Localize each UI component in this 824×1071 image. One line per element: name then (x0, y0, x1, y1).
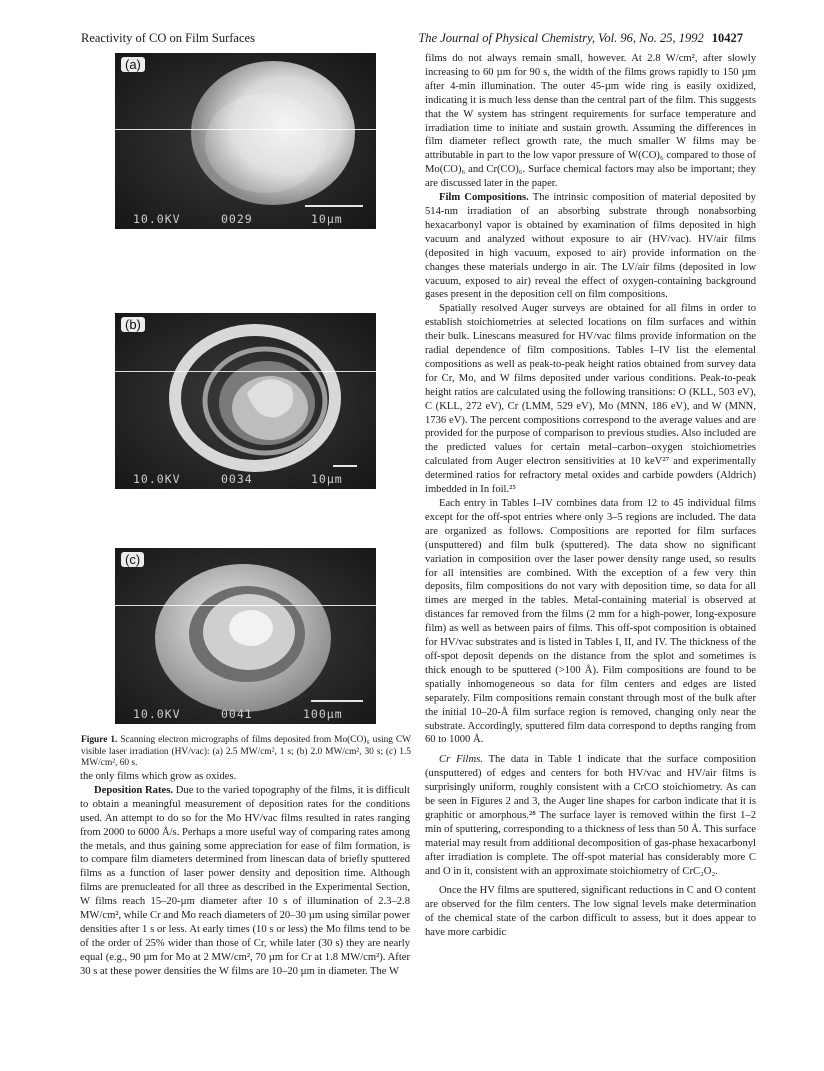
cr-films-paragraph (425, 753, 756, 878)
left-column (80, 770, 410, 979)
scan-voltage: 10.0KV (133, 472, 181, 486)
page-number: 10427 (711, 31, 743, 45)
paragraph: Once the HV films are sputtered, significant reductions in C and O content are observed for the film centers. The low signal levels make determination of the chemical state of the carbon difficult to assess, but it does appear to have more carbidic (425, 885, 756, 939)
micrograph-b (115, 313, 376, 489)
scan-info-c (115, 706, 376, 722)
section-heading: Film Compositions. (439, 192, 529, 204)
subsection-heading: Cr Films. (439, 754, 483, 766)
panel-label-b: (b) (121, 317, 145, 332)
section-heading: Deposition Rates. (94, 784, 173, 796)
micrograph-b-image (115, 313, 376, 489)
journal-citation: The Journal of Physical Chemistry, Vol. 96, No. 25, 1992 (418, 31, 704, 45)
scan-line (115, 371, 376, 372)
scan-scale: 100µm (303, 707, 343, 721)
running-head-title: Reactivity of CO on Film Surfaces (81, 31, 255, 45)
scan-line (115, 605, 376, 606)
scale-bar-b (333, 465, 357, 467)
scale-bar-c (311, 700, 363, 702)
film-compositions-paragraph (425, 191, 756, 302)
scan-voltage: 10.0KV (133, 212, 181, 226)
micrograph-c (115, 548, 376, 724)
figure-caption (81, 735, 411, 770)
running-head-journal (418, 30, 743, 46)
scan-scale: 10µm (311, 212, 343, 226)
panel-label-a: (a) (121, 57, 145, 72)
scan-info-b (115, 471, 376, 487)
paragraph-text: The intrinsic composition of material deposited by 514-nm irradiation of an absorbing substrate through nonabsorbing hexacarbonyl vapor is obtained by examination of films deposited in high vacuum and analyzed without exposure to air (HV/vac). HV/air films (deposited in high vacuum, exposed to air) provide information on the changes these materials undergo in air. The LV/air films (deposited in low vacuum, exposed to air) reveal the effect of oxygen-containing background gases present in the deposition cell on film compositions. (425, 192, 756, 301)
caption-text: Scanning electron micrographs of films deposited from Mo(CO)₆ using CW visible laser irradiation (HV/vac): (a) 2.5 MW/cm², 1 s; (b) 2.0 MW/cm², 30 s; (c) 1.5 MW/cm², 60 s. (81, 735, 412, 769)
paragraph-text: Due to the varied topography of the films, it is difficult to obtain a meaningful measurement of deposition rates for the conditions used. An attempt to do so for the Mo HV/vac films resulted in rates ranging from 2000 to 6000 Å/s. Perhaps a more useful way of comparing rates among the metals, and thus gaining some appreciation for ease of film formation, is to compare film diameters determined from linescan data of briefly sputtered films as a function of laser power density and deposition time. Although films are prenucleated for all three as described in the Experimental Section, W films reach 15–20-µm diameter after 10 s of illumination of 2.3–2.8 MW/cm², while Cr and Mo reach diameters of 20–30 µm using similar power densities after 1 s or less. At early times (10 s or less) the Mo films tend to be of the order of 25% wider than those of Cr, while later (30 s) they are nearly equal (e.g., 90 µm for Mo at 2 MW/cm², 70 µm for Cr at 1.8 MW/cm²). After 30 s at these power densities the W films are 10–20 µm in diameter. The W (80, 784, 410, 977)
scan-frame: 0029 (221, 212, 253, 226)
scan-voltage: 10.0KV (133, 707, 181, 721)
micrograph-a-image (115, 53, 376, 229)
scan-line (115, 129, 376, 130)
scale-bar-a (305, 205, 363, 207)
panel-label-c: (c) (121, 552, 144, 567)
continued-paragraph: the only films which grow as oxides. (80, 771, 237, 782)
deposition-rates-paragraph (80, 784, 410, 979)
scan-info-a (115, 211, 376, 227)
scan-scale: 10µm (311, 472, 343, 486)
scan-frame: 0041 (221, 707, 253, 721)
paragraph: Spatially resolved Auger surveys are obtained for all films in order to establish stoichiometries at selected locations on film surfaces and within their bulk. Linescans measured for HV/vac films provide information on the radial dependence of film compositions. Tables I–IV list the elemental compositions as well as peak-to-peak height ratios obtained from survey data for Cr, Mo, and W films deposited under various conditions. Peak-to-peak height ratios are calculated using the following transitions: O (KLL, 503 eV), C (KLL, 272 eV), Cr (LMM, 529 eV), Mo (MNN, 186 eV), and W (MNN, 1736 eV). The percent compositions correspond to the average values and are provided for the purpose of comparison to previous studies. Also included are the predicted values for certain metal–carbon–oxygen stoichiometries calculated from Auger electron sensitivities at 10 keV²⁷ and experimentally determined ratios for refractory metal oxides and carbide powders (Aldrich) imbedded in In foil.²⁵ (425, 303, 756, 496)
paragraph: Each entry in Tables I–IV combines data from 12 to 45 individual films except for the off-spot entries where only 3–5 regions are included. The data are organized as follows. Compositions are reported for film surfaces (unsputtered) and film bulk (sputtered). The data show no significant variation in composition over the laser power density range used, so results for all intensities are combined. With the exception of a few very thin deposits, film compositions do not vary with deposition time, so data for all times are merged in the tables. Metal-containing material is observed at distances far removed from the films (2 mm for a high-power, long-exposure film) as well as between pairs of films. This off-spot composition is obtained for HV/vac substrates and is listed in Tables I, II, and IV. The thickness of the off-spot deposit depends on the distance from the splot and sometimes is thick enough to be sputtered (>100 Å). Film compositions are found to be spatially inhomogeneous so data for film centers and edges are listed separately. Film compositions remain constant through most of the bulk after the initial 10–20-Å film surface region is removed, changing only near the substrate. Accordingly, sputtered film data correspond to depths ranging from 60 to 1000 Å. (425, 498, 756, 746)
paragraph: films do not always remain small, however. At 2.8 W/cm², after slowly increasing to 60 µm for 90 s, the width of the films grows rapidly to 150 µm after 4-min illumination. The outer 45-µm wide ring is easily oxidized, indicating it is much less dense than the central part of the film. This suggests that the W system has stringent requirements for surface temperature and irradiation time to initiate and sustain growth. Assuming the differences in film diameter reflect growth rate, the much smaller W films may be attributable in part to the low vapor pressure of W(CO)₆ compared to those of Mo(CO)₆ and Cr(CO)₆. Surface chemical factors may also be important; they are discussed later in the paper. (425, 53, 756, 190)
paragraph-text: The data in Table I indicate that the surface composition (unsputtered) of edges and centers for both HV/vac and HV/air films is surprisingly uniform, roughly consistent with a CrCO stoichiometry. As can be seen in Figures 2 and 3, the Auger line shapes for carbon indicate that it is graphitic or amorphous.²⁸ The surface layer is removed within the first 1–2 min of sputtering, corresponding to a thickness of less than 50 Å. This surface material may result from additional decomposition of gas-phase hexacarbonyl after irradiation is complete. The off-spot material has considerably more C and O in it, consistent with an approximate stoichiometry of CrC₂O₂. (425, 754, 756, 877)
caption-label: Figure 1. (81, 735, 118, 745)
micrograph-a (115, 53, 376, 229)
micrograph-c-image (115, 548, 376, 724)
scan-frame: 0034 (221, 472, 253, 486)
right-column (425, 52, 756, 940)
